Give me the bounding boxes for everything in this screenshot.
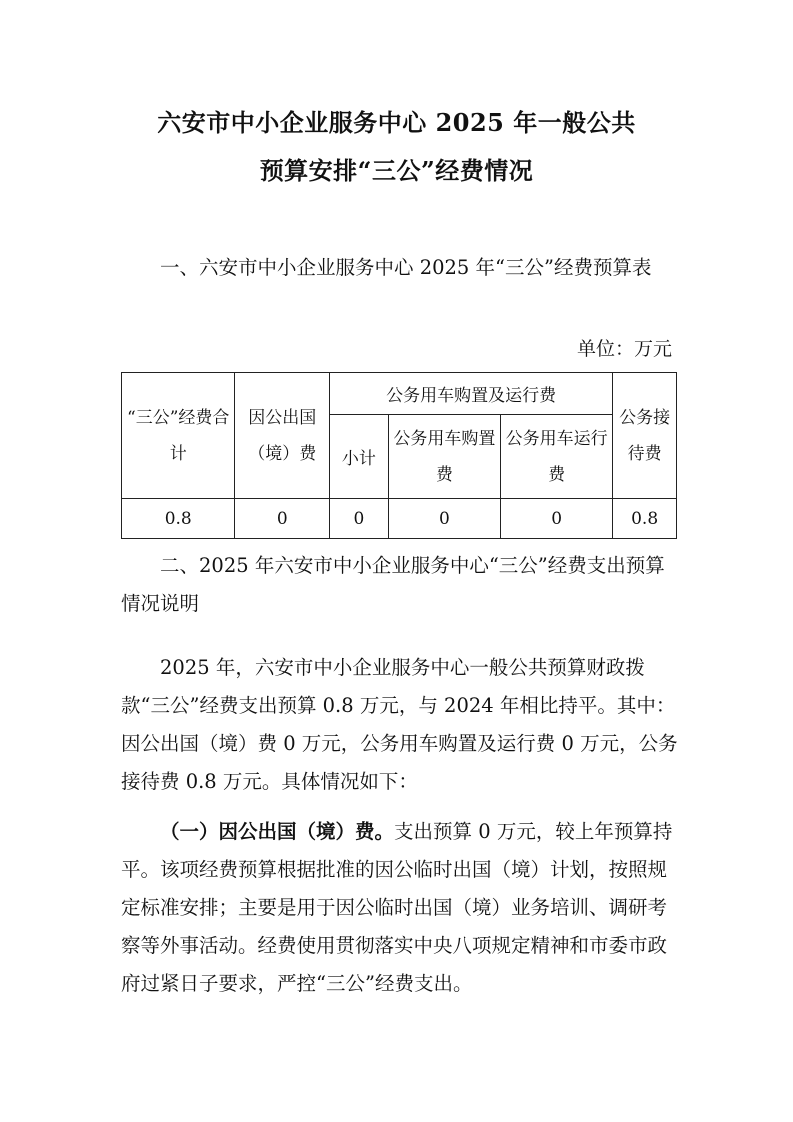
document-title-line1: 六安市中小企业服务中心 2025 年一般公共: [157, 108, 636, 137]
document-title-line2: 预算安排“三公”经费情况: [259, 156, 534, 185]
cell-reception: 0.8: [613, 499, 677, 539]
cell-vehicle-operation: 0: [501, 499, 613, 539]
header-subtotal: 小计: [330, 415, 389, 499]
section2-paragraph1: 2025 年，六安市中小企业服务中心一般公共预算财政拨款“三公”经费支出预算 0.8 万元，与 2024 年相比持平。其中：因公出国（境）费 0 万元，公务用车购置及运行费 0 万元，公务接待费 0.8 万元。具体情况如下：: [121, 656, 678, 793]
table-row: [122, 499, 677, 539]
header-vehicle-group: 公务用车购置及运行费: [330, 373, 613, 415]
cell-subtotal: 0: [330, 499, 389, 539]
subsection-heading-abroad: （一）因公出国（境）费。: [160, 820, 395, 843]
header-total: “三公”经费合计: [122, 373, 235, 499]
section2-paragraph2: [121, 813, 681, 1003]
section1-heading: 一、六安市中小企业服务中心 2025 年“三公”经费预算表: [160, 256, 652, 279]
header-vehicle-operation: 公务用车运行费: [501, 415, 613, 499]
header-reception: 公务接待费: [613, 373, 677, 499]
cell-total: 0.8: [122, 499, 235, 539]
cell-vehicle-purchase: 0: [388, 499, 500, 539]
header-abroad: 因公出国（境）费: [235, 373, 330, 499]
header-vehicle-purchase: 公务用车购置费: [388, 415, 500, 499]
cell-abroad: 0: [235, 499, 330, 539]
budget-table: [121, 372, 677, 539]
section2-heading: 二、2025 年六安市中小企业服务中心“三公”经费支出预算情况说明: [121, 554, 665, 615]
subsection-body-abroad: 支出预算 0 万元，较上年预算持平。该项经费预算根据批准的因公临时出国（境）计划，按照规定标准安排；主要是用于因公临时出国（境）业务培训、调研考察等外事活动。经费使用贯彻落实中央八项规定精神和市委市政府过紧日子要求，严控“三公”经费支出。: [121, 820, 673, 995]
unit-label: 单位：万元: [576, 338, 672, 360]
